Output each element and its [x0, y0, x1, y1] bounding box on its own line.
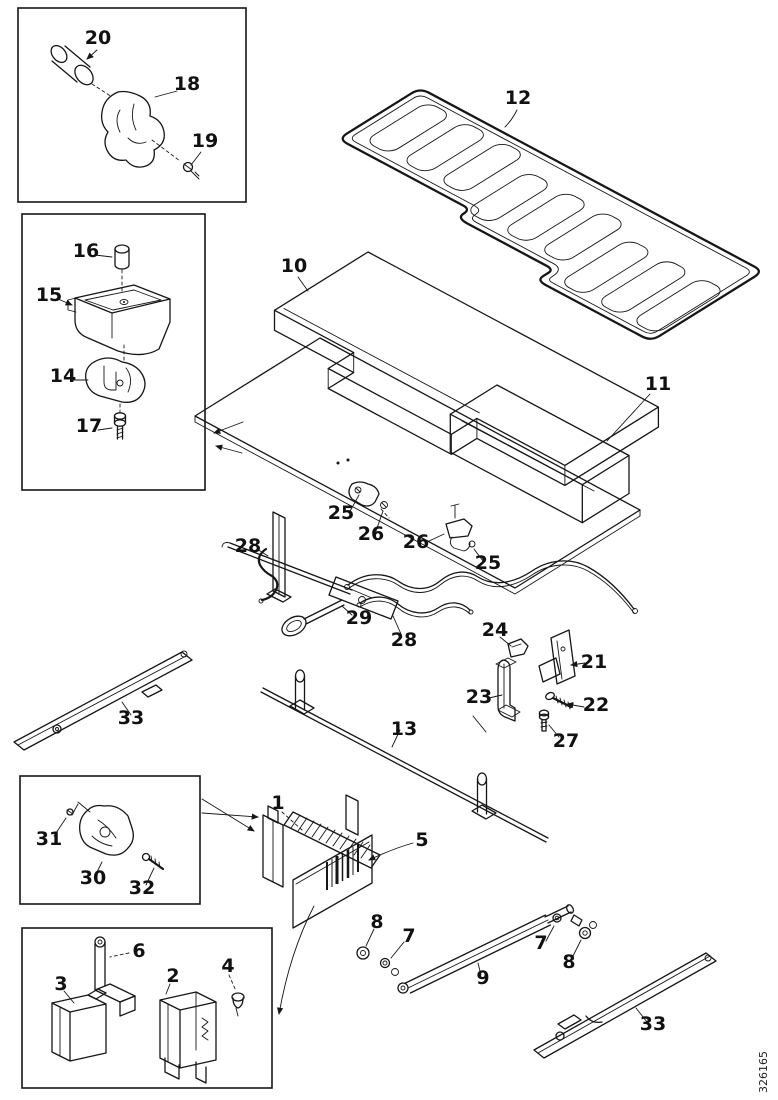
assembly-axis — [152, 140, 180, 161]
callout-10: 10 — [280, 255, 308, 277]
callout-7b: 7 — [534, 932, 548, 954]
rod-post-left — [290, 670, 314, 714]
figure-number: 326165 — [757, 1051, 770, 1093]
part-33-rail-right — [534, 953, 716, 1058]
part-30-latch-mechanism — [78, 802, 133, 855]
part-2-latch-assembly — [160, 992, 216, 1083]
callout-22: 22 — [582, 694, 610, 716]
callout-labels — [36, 27, 671, 1035]
position-mark — [473, 716, 486, 732]
mount-bracket-strip — [267, 512, 291, 602]
callout-5: 5 — [415, 829, 429, 851]
part-26-clip-plate — [446, 504, 475, 551]
callout-17: 17 — [75, 415, 103, 437]
part-12-load-floor-panel — [308, 88, 763, 341]
mount-direction-arrow — [214, 422, 243, 433]
callout-9: 9 — [476, 967, 490, 989]
inset-box-4-border — [22, 928, 272, 1088]
callout-13: 13 — [390, 718, 418, 740]
part-24-clip — [508, 639, 528, 657]
part-32-screw — [143, 854, 164, 870]
part-15-cupholder-tray — [68, 285, 170, 360]
callout-4: 4 — [221, 955, 235, 977]
callout-25a: 25 — [327, 502, 355, 524]
part-7-nut-right — [553, 914, 582, 926]
callout-33b: 33 — [639, 1013, 667, 1035]
callout-18: 18 — [173, 73, 201, 95]
callout-19: 19 — [191, 130, 219, 152]
callout-21: 21 — [580, 651, 608, 673]
part-29-latch-handle — [278, 577, 398, 640]
inset-box-detail-2 — [22, 214, 205, 490]
callout-3: 3 — [54, 973, 68, 995]
callout-6: 6 — [132, 940, 146, 962]
part-22-screw — [545, 691, 571, 709]
inset-box-detail-4 — [22, 928, 272, 1088]
part-7-nut-left — [381, 959, 399, 976]
callout-27: 27 — [552, 730, 580, 752]
inset-box-1-border — [18, 8, 246, 202]
inset-box-2-border — [22, 214, 205, 490]
part-8-washer-left — [357, 947, 369, 959]
callout-28b: 28 — [390, 629, 418, 651]
part-6-bracket-arm — [95, 937, 135, 1016]
callout-8a: 8 — [370, 911, 384, 933]
part-3-bracket-box — [52, 989, 106, 1061]
callout-11: 11 — [644, 373, 672, 395]
part-21-bracket — [539, 630, 575, 684]
callout-28a: 28 — [234, 535, 262, 557]
detail-pointer-arrow — [279, 906, 314, 1014]
callout-8b: 8 — [562, 951, 576, 973]
latch-linkage-cluster — [222, 459, 638, 640]
callout-32: 32 — [128, 877, 156, 899]
assembly-axis — [92, 84, 112, 97]
callout-2: 2 — [166, 965, 180, 987]
part-27-bolt — [540, 710, 549, 731]
callout-26a: 26 — [357, 523, 385, 545]
callout-12: 12 — [504, 87, 532, 109]
callout-23: 23 — [465, 686, 493, 708]
callout-29: 29 — [345, 607, 373, 629]
part-28-wavy-rod — [357, 597, 473, 617]
callout-26b: 26 — [402, 531, 430, 553]
part-11-storage-box — [450, 385, 629, 523]
striker-bracket-cluster — [473, 630, 575, 732]
callout-16: 16 — [72, 240, 100, 262]
mount-direction-arrow — [216, 446, 242, 453]
part-31-screw — [67, 804, 78, 815]
part-16-bushing — [115, 245, 129, 292]
callout-30: 30 — [79, 867, 107, 889]
callout-1: 1 — [271, 792, 285, 814]
callout-33a: 33 — [117, 707, 145, 729]
part-4-grommet — [232, 993, 244, 1016]
part-17-bolt — [115, 404, 126, 439]
inset-box-detail-1 — [18, 8, 246, 202]
part-8-washer-right — [580, 922, 597, 939]
part-13-support-rod — [261, 670, 548, 842]
callout-14: 14 — [49, 365, 77, 387]
part-18-bracket — [102, 92, 180, 168]
part-25-bracket-screws — [349, 482, 389, 518]
callout-25b: 25 — [474, 552, 502, 574]
part-20-sensor — [48, 43, 112, 97]
callout-15: 15 — [35, 284, 63, 306]
barcode — [327, 844, 358, 890]
callout-31: 31 — [35, 828, 63, 850]
callout-20: 20 — [84, 27, 112, 49]
part-14-clamp-bracket — [86, 358, 145, 402]
callout-7a: 7 — [402, 925, 416, 947]
rod-post-right — [472, 773, 496, 819]
part-23-bracket — [496, 658, 520, 721]
part-33-rail-left — [14, 651, 192, 750]
callout-24: 24 — [481, 619, 509, 641]
